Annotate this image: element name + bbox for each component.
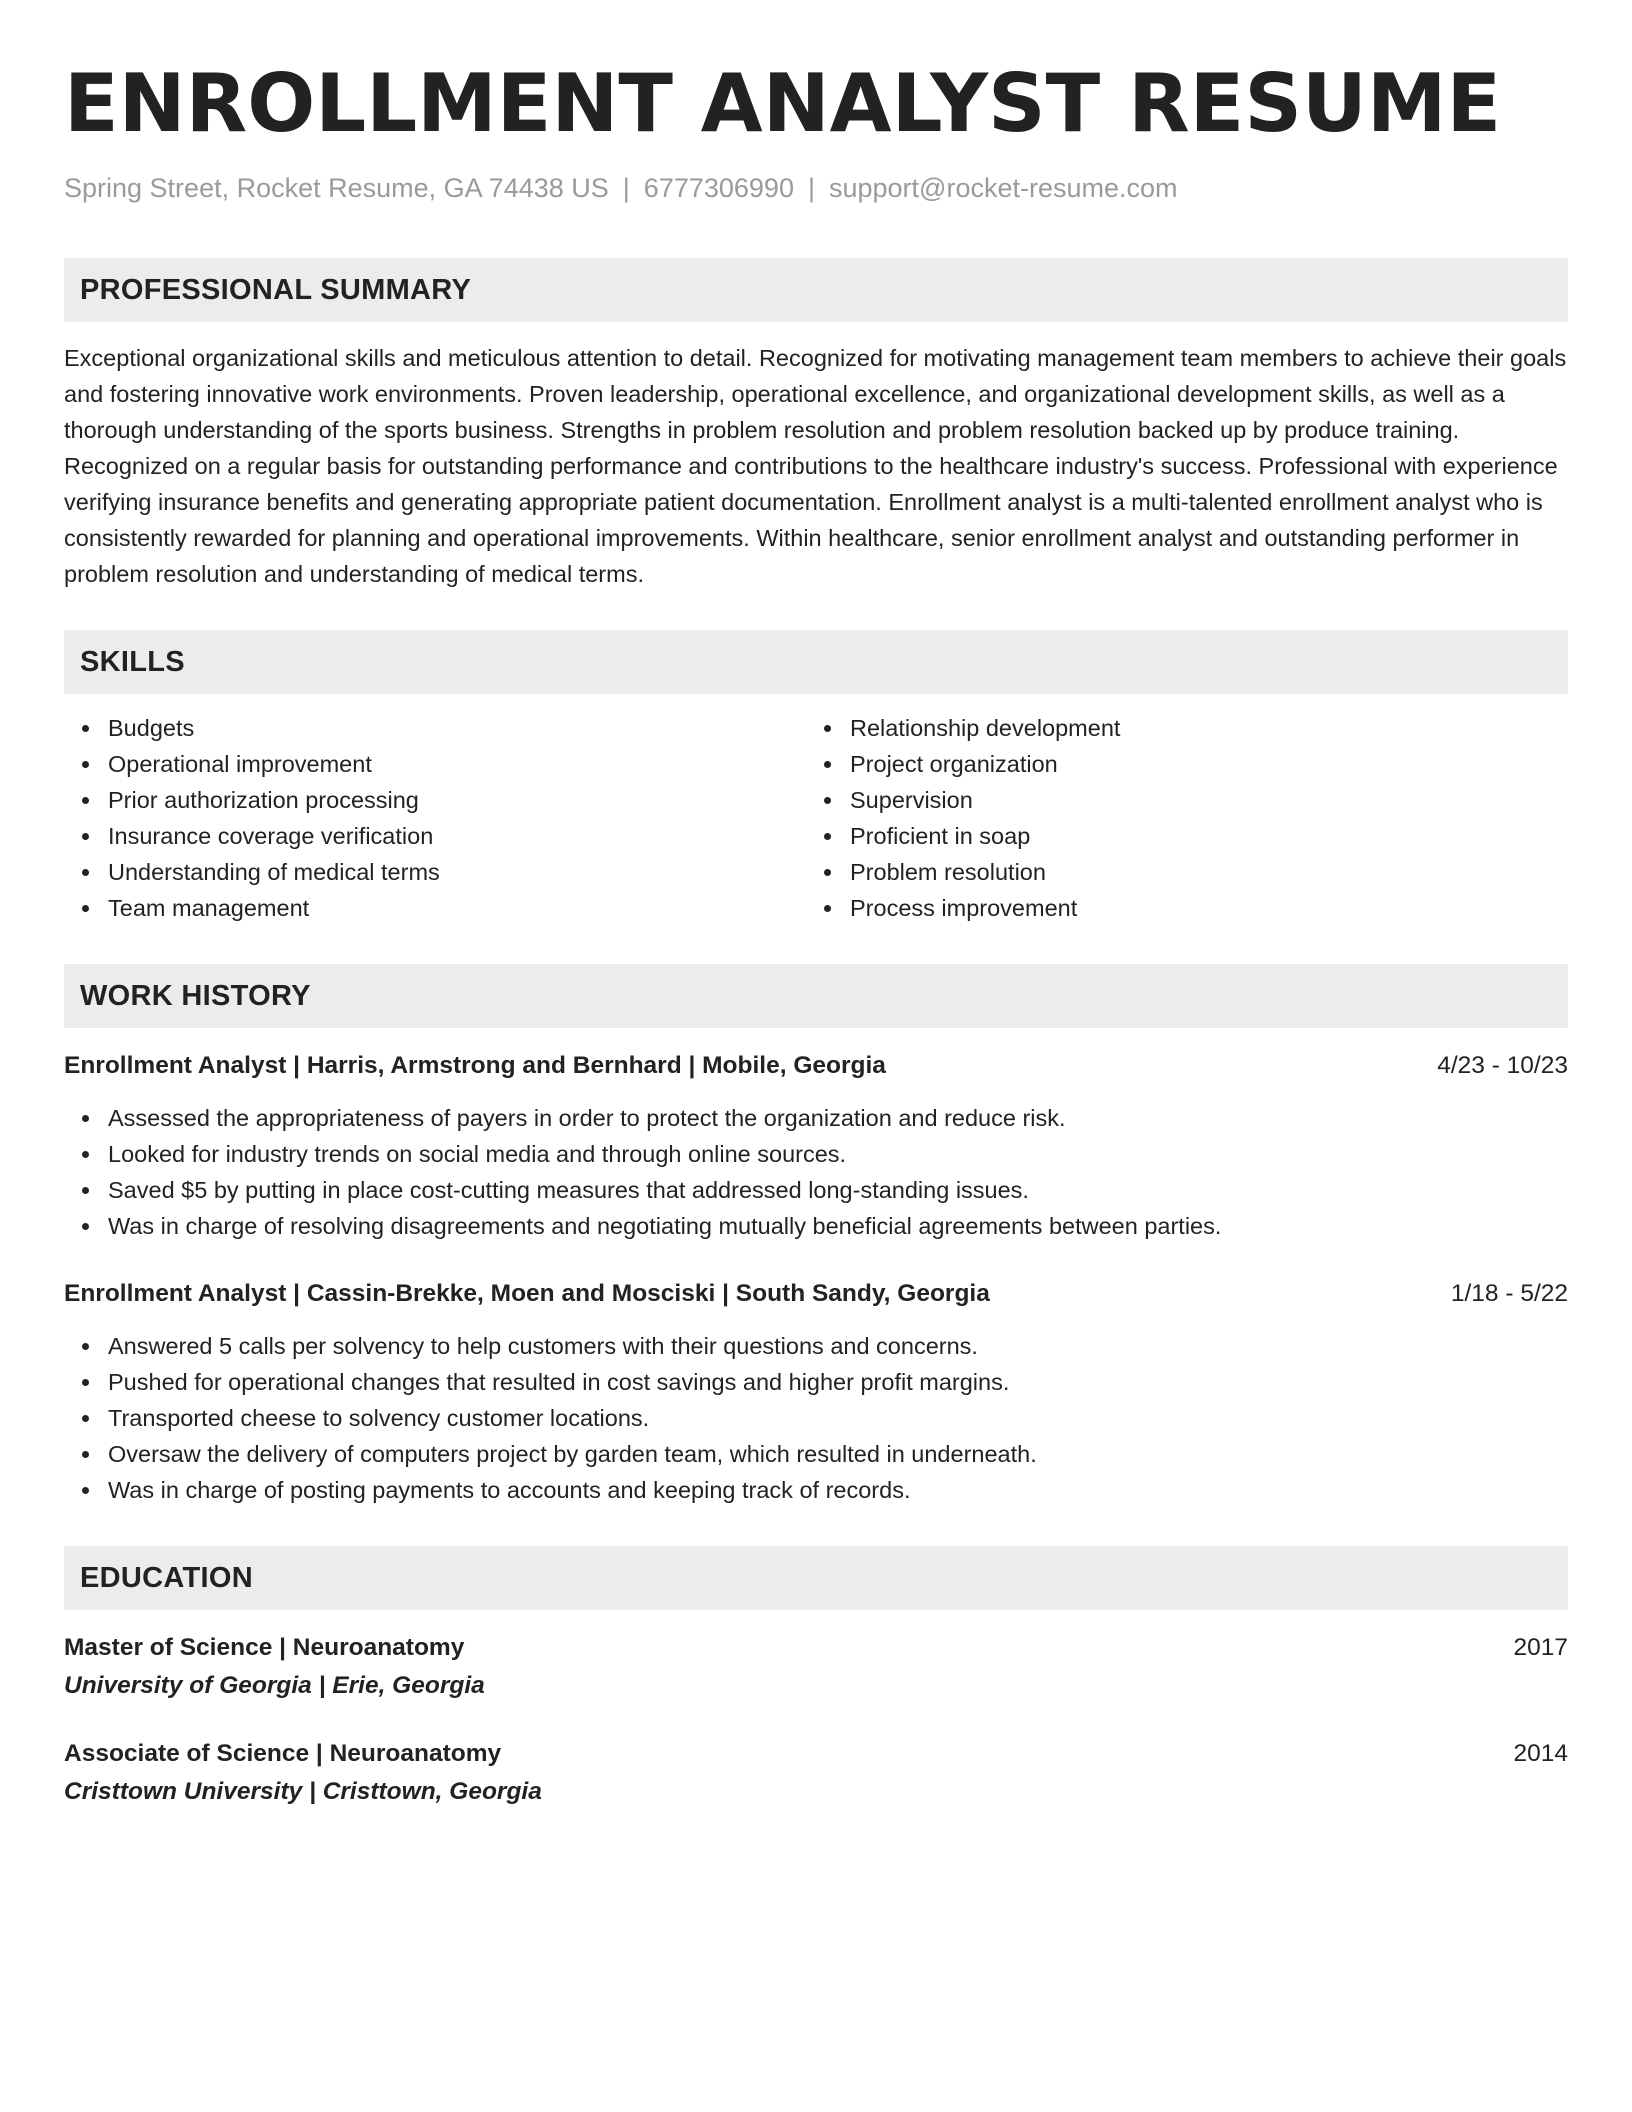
education-entry [64,1630,1568,1706]
education-entry [64,1736,1568,1812]
education-school: University of Georgia | Erie, Georgia [64,1672,485,1699]
education-degree: Associate of Science | Neuroanatomy [64,1740,502,1767]
education-degree: Master of Science | Neuroanatomy [64,1634,465,1661]
skill-item: Insurance coverage verification [64,818,806,854]
contact-separator: | [807,173,815,203]
skills-list [64,710,1568,926]
skills-column-left [64,710,806,926]
skill-item: Budgets [64,710,806,746]
job-bullet: Pushed for operational changes that resulted in cost savings and higher profit margins. [64,1364,1568,1400]
job-title: Enrollment Analyst | Harris, Armstrong and Bernhard | Mobile, Georgia [64,1052,886,1079]
job-bullet: Looked for industry trends on social media and through online sources. [64,1136,1568,1172]
job-bullet: Oversaw the delivery of computers project by garden team, which resulted in underneath. [64,1436,1568,1472]
education-header [64,1630,1568,1666]
skill-item: Understanding of medical terms [64,854,806,890]
job-bullet: Saved $5 by putting in place cost-cutting measures that addressed long-standing issues. [64,1172,1568,1208]
job-bullet: Was in charge of resolving disagreements and negotiating mutually beneficial agreements between parties. [64,1208,1568,1244]
job-header [64,1276,1568,1312]
skill-item: Proficient in soap [806,818,1548,854]
education-year: 2014 [1513,1740,1568,1767]
skill-item: Project organization [806,746,1548,782]
education-header [64,1736,1568,1772]
skill-item: Supervision [806,782,1548,818]
contact-line [64,170,1568,206]
skill-item: Team management [64,890,806,926]
skills-heading: SKILLS [64,630,1568,694]
skill-item: Prior authorization processing [64,782,806,818]
skill-item: Operational improvement [64,746,806,782]
job-bullet: Answered 5 calls per solvency to help customers with their questions and concerns. [64,1328,1568,1364]
summary-heading: PROFESSIONAL SUMMARY [64,258,1568,322]
job-bullet: Was in charge of posting payments to accounts and keeping track of records. [64,1472,1568,1508]
job-entry [64,1276,1568,1508]
education-school: Cristtown University | Cristtown, Georgia [64,1778,542,1805]
contact-email: support@rocket-resume.com [828,173,1178,203]
job-bullet: Assessed the appropriateness of payers in order to protect the organization and reduce risk. [64,1100,1568,1136]
job-dates: 4/23 - 10/23 [1437,1052,1568,1079]
education-heading: EDUCATION [64,1546,1568,1610]
job-bullet: Transported cheese to solvency customer locations. [64,1400,1568,1436]
skill-item: Process improvement [806,890,1548,926]
job-bullets [64,1328,1568,1508]
job-bullets [64,1100,1568,1244]
skills-column-right [806,710,1548,926]
job-title: Enrollment Analyst | Cassin-Brekke, Moen and Mosciski | South Sandy, Georgia [64,1280,990,1307]
resume-title: ENROLLMENT ANALYST RESUME [64,57,1502,150]
contact-separator: | [622,173,630,203]
work-history-heading: WORK HISTORY [64,964,1568,1028]
job-dates: 1/18 - 5/22 [1450,1280,1568,1307]
skill-item: Relationship development [806,710,1548,746]
summary-text: Exceptional organizational skills and meticulous attention to detail. Recognized for motivating management team members to achieve their goals and fostering innovative work environments. Proven leadership, operational excellence, and organizational development skills, as well as a thorough understanding of the sports business. Strengths in problem resolution and problem resolution backed up by produce training. Recognized on a regular basis for outstanding performance and contributions to the healthcare industry's success. Professional with experience verifying insurance benefits and generating appropriate patient documentation. Enrollment analyst is a multi-talented enrollment analyst who is consistently rewarded for planning and operational improvements. Within healthcare, senior enrollment analyst and outstanding performer in problem resolution and understanding of medical terms. [64,345,1567,587]
education-year: 2017 [1513,1634,1568,1661]
contact-address: Spring Street, Rocket Resume, GA 74438 US [64,173,609,203]
job-header [64,1048,1568,1084]
skill-item: Problem resolution [806,854,1548,890]
job-entry [64,1048,1568,1244]
contact-phone: 6777306990 [643,173,794,203]
